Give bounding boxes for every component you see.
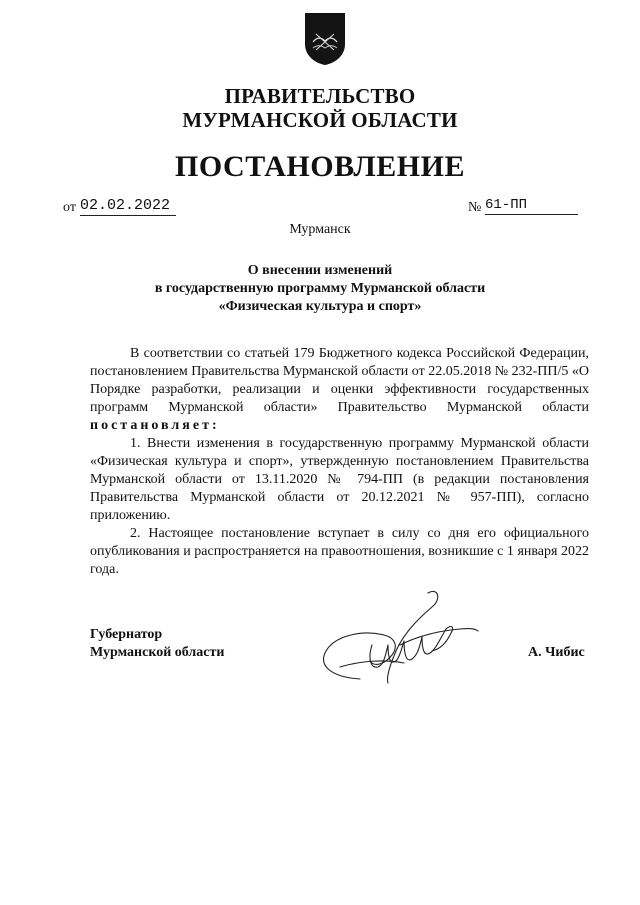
document-body bbox=[90, 345, 589, 579]
org-name-line2: МУРМАНСКОЙ ОБЛАСТИ bbox=[182, 108, 458, 132]
title-line1: О внесении изменений bbox=[247, 263, 393, 278]
document-date: 02.02.2022 bbox=[80, 197, 176, 216]
paragraph-item-1: 1. Внести изменения в государственную программу Мурманской области «Физическая культура и спорт», утвержденную постановлением Правительства Мурманской области от 13.11.2020 № 794-ПП (в редакции постановления Правительства Мурманской области от 20.12.2021 № 957-ПП), согласно приложению. bbox=[90, 436, 589, 523]
org-name-line1: ПРАВИТЕЛЬСТВО bbox=[224, 84, 416, 108]
title-line2: в государственную программу Мурманской области bbox=[154, 281, 486, 296]
title-line3: «Физическая культура и спорт» bbox=[218, 299, 422, 314]
date-prefix: от bbox=[63, 200, 76, 215]
city-name: Мурманск bbox=[289, 222, 351, 237]
document-title bbox=[0, 262, 640, 316]
signature-icon bbox=[300, 585, 480, 695]
document-type: ПОСТАНОВЛЕНИЕ bbox=[175, 150, 465, 183]
paragraph-item-2: 2. Настоящее постановление вступает в силу со дня его официального опубликования и распространяется на правоотношения, возникшие с 1 января 2022 года. bbox=[90, 526, 589, 577]
paragraph-preamble bbox=[90, 345, 589, 435]
signatory-position bbox=[90, 626, 224, 662]
signatory-name: А. Чибис bbox=[528, 645, 585, 660]
number-prefix: № bbox=[468, 200, 482, 215]
date-block bbox=[63, 196, 178, 216]
coat-of-arms-icon bbox=[304, 12, 346, 66]
number-block bbox=[468, 196, 580, 216]
resolution-keyword: постановляет: bbox=[90, 418, 220, 433]
preamble-text: В соответствии со статьей 179 Бюджетного кодекса Российской Федерации, постановлением Правительства Мурманской области от 22.05.2018 № 232-ПП/5 «О Порядке разработки, реализации и оценки эффективности государственных программ Мурманской области» Правительство Мурманской области bbox=[90, 346, 589, 415]
position-line1: Губернатор bbox=[90, 627, 163, 642]
position-line2: Мурманской области bbox=[90, 645, 225, 660]
document-number: 61-ПП bbox=[485, 197, 578, 215]
